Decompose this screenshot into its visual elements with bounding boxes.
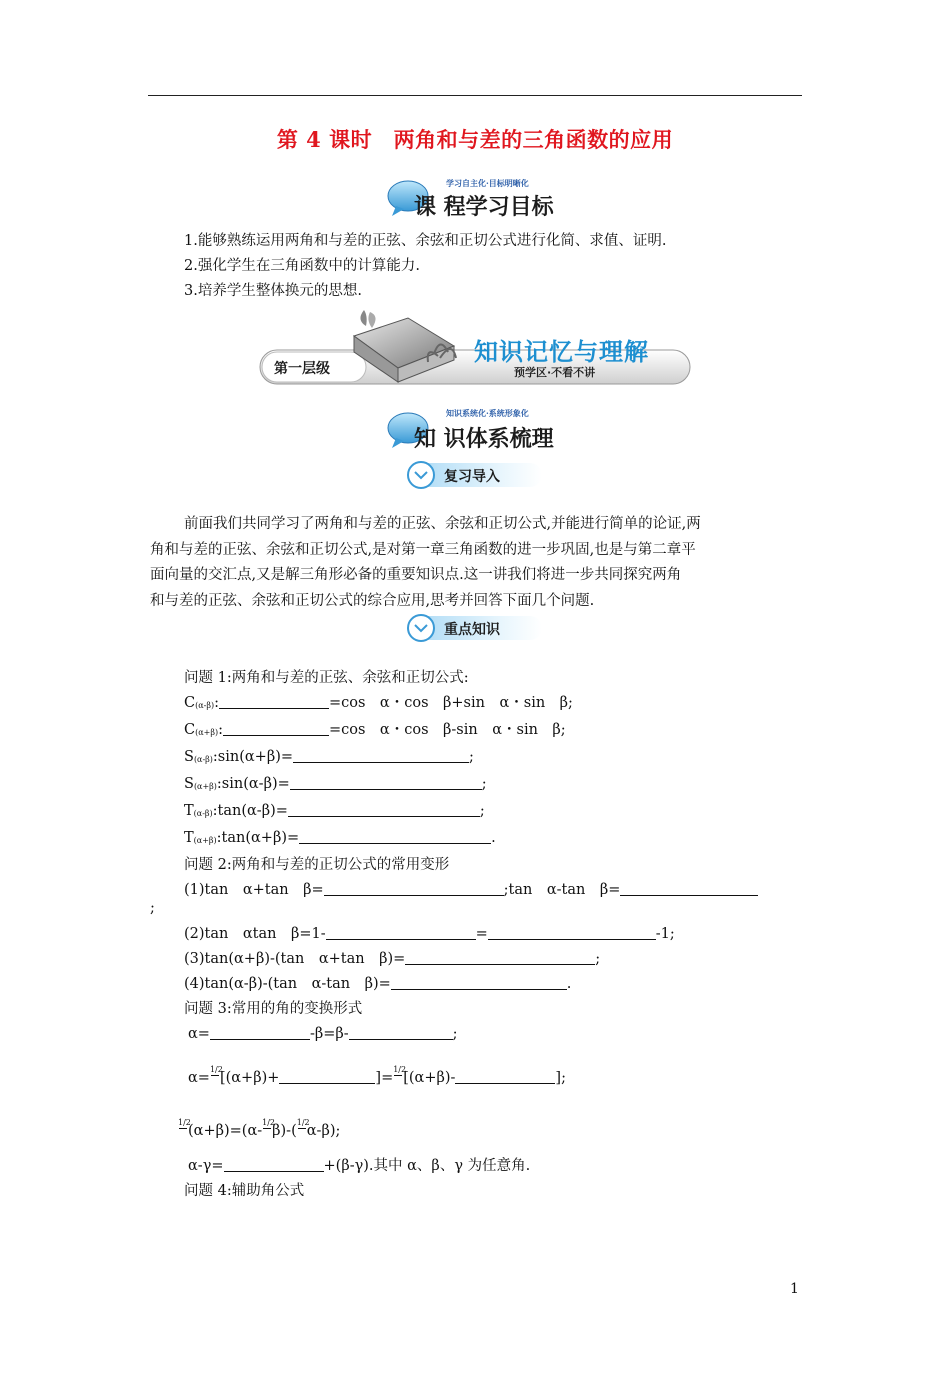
formula-row: (4)tan(α-β)-(tan α-tan β)= . [184,976,572,992]
answer-blank[interactable] [299,829,491,844]
paragraph-line: 前面我们共同学习了两角和与差的正弦、余弦和正切公式,并能进行简单的论证,两 [184,516,701,532]
paragraph-line: 面向量的交汇点,又是解三角形必备的重要知识点.这一讲我们将进一步共同探究两角 [150,567,682,584]
formula-row: (1)tan α+tan β= ;tan α-tan β= [184,878,758,903]
banner-knowledge-system [386,406,566,452]
q1-title: 问题 1:两角和与差的正弦、余弦和正切公式: [184,670,469,686]
answer-blank[interactable] [219,694,329,709]
formula-row: T(α+β):tan(α+β)= . [184,830,496,846]
answer-blank[interactable] [620,881,758,896]
goals-list [184,229,666,304]
question-block-continued [184,922,675,1047]
level-subheading: 预学区·不看不讲 [514,366,596,379]
list-item: 2.强化学生在三角函数中的计算能力. [184,258,420,274]
tab-label: 重点知识 [444,622,500,638]
angle-transform-row [184,1066,566,1091]
formula-row: T(α-β):tan(α-β)= ; [184,803,485,819]
answer-blank[interactable] [210,1025,310,1040]
q3-title: 问题 3:常用的角的变换形式 [184,1001,363,1017]
header-rule [148,95,802,96]
answer-blank[interactable] [224,1157,324,1172]
answer-blank[interactable] [455,1069,555,1084]
page-number: 1 [790,1281,799,1297]
formula-row: 1/2 (α+β)=(α- 1/2 β)-( 1/2 α-β); [178,1118,341,1139]
angle-transform-row [178,1119,340,1144]
q2-title: 问题 2:两角和与差的正切公式的常用变形 [184,857,450,873]
banner-caption: 知识系统化·系统形象化 [446,408,529,418]
tab-review-intro [404,459,544,491]
answer-blank[interactable] [326,925,476,940]
formula-row: (3)tan(α+β)-(tan α+tan β)= ; [184,951,601,967]
formula-row: α= 1/2 [(α+β)+ ]= 1/2 [(α+β)- ]; [188,1065,566,1086]
level-label: 第一层级 [274,361,330,377]
level-heading: 知识记忆与理解 [474,338,649,366]
tab-label: 复习导入 [444,469,500,485]
formula-row: α= -β=β- ; [188,1026,458,1042]
answer-blank[interactable] [349,1025,453,1040]
answer-blank[interactable] [293,748,469,763]
formula-row: S(α+β):sin(α-β)= ; [184,776,487,792]
banner-course-goals [386,176,566,220]
answer-blank[interactable] [290,775,482,790]
tab-key-knowledge [404,612,544,644]
banner-caption: 学习自主化·目标明晰化 [446,178,529,188]
paragraph-line: 角和与差的正弦、余弦和正切公式,是对第一章三角函数的进一步巩固,也是与第二章平 [150,541,696,558]
answer-blank[interactable] [223,721,329,736]
formula-row: (2)tan αtan β=1- = -1; [184,926,675,942]
question-block [184,666,758,903]
banner-label: 知 识体系梳理 [414,427,554,452]
banner-level-one [258,306,692,392]
list-item: 3.培养学生整体换元的思想. [184,283,362,299]
paragraph-line: 和与差的正弦、余弦和正切公式的综合应用,思考并回答下面几个问题. [150,593,595,610]
answer-blank[interactable] [405,950,595,965]
question-block-end [184,1154,530,1204]
answer-blank[interactable] [279,1069,375,1084]
list-item: 1.能够熟练运用两角和与差的正弦、余弦和正切公式进行化简、求值、证明. [184,233,667,249]
intro-paragraph [150,512,802,615]
formula-row: C(α+β): =cos α・cos β-sin α・sin β; [184,722,566,738]
formula-row: S(α-β):sin(α+β)= ; [184,749,474,765]
q4-title: 问题 4:辅助角公式 [184,1183,305,1199]
lesson-title: 第 4 课时 两角和与差的三角函数的应用 [276,127,674,152]
answer-blank[interactable] [391,975,567,990]
answer-blank[interactable] [288,802,480,817]
formula-row: C(α-β): =cos α・cos β+sin α・sin β; [184,695,573,711]
wrapped-semicolon: ; [150,900,155,916]
answer-blank[interactable] [488,925,656,940]
formula-row: α-γ= +(β-γ).其中 α、β、γ 为任意角. [188,1158,531,1174]
answer-blank[interactable] [324,881,504,896]
banner-label: 课 程学习目标 [414,195,554,220]
